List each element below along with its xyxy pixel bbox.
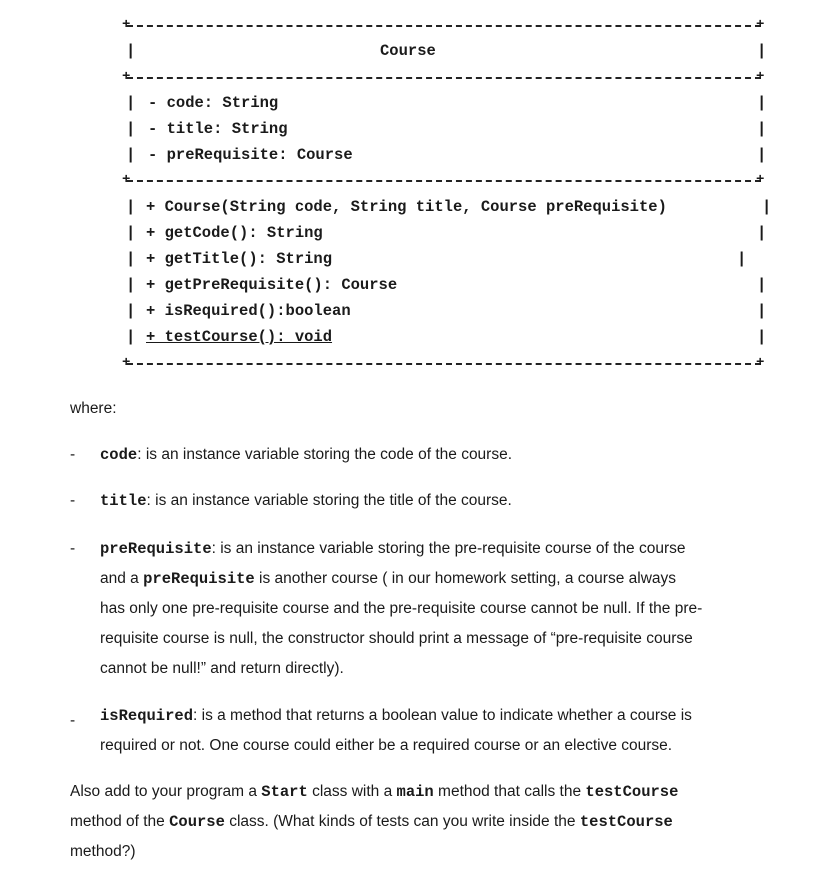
- term-testcourse: testCourse: [579, 813, 673, 831]
- bullet-dash: -: [70, 492, 76, 509]
- uml-attribute-prerequisite: - preRequisite: Course: [148, 146, 353, 164]
- bullet-prerequisite: [100, 534, 780, 684]
- uml-attribute-title: - title: String: [148, 120, 288, 138]
- prereq-line2-pre: and a: [100, 570, 144, 587]
- uml-border-right: |: [757, 94, 767, 112]
- uml-method-getprerequisite: + getPreRequisite(): Course: [146, 276, 398, 294]
- where-label: where:: [70, 400, 117, 417]
- uml-corner: +: [122, 172, 131, 188]
- bullet-dash: -: [70, 540, 76, 557]
- uml-border-right: |: [757, 302, 767, 320]
- uml-border-right: |: [757, 120, 767, 138]
- uml-border-right: |: [757, 276, 767, 294]
- uml-border-left: |: [126, 302, 136, 320]
- uml-method-constructor: + Course(String code, String title, Course preRequisite): [146, 198, 667, 216]
- term-isrequired: isRequired: [100, 707, 194, 725]
- term-prerequisite-inline: preRequisite: [143, 570, 255, 588]
- bullet-code: [100, 440, 780, 470]
- uml-method-getcode: + getCode(): String: [146, 224, 323, 242]
- prereq-line5: cannot be null!” and return directly).: [100, 660, 344, 677]
- bullet-dash: -: [70, 446, 76, 463]
- bullet-isrequired: [100, 701, 780, 761]
- uml-corner: +: [122, 355, 131, 371]
- uml-border-left: |: [126, 250, 136, 268]
- term-course: Course: [169, 813, 225, 831]
- uml-border-left: |: [126, 120, 136, 138]
- uml-border-right: |: [737, 250, 747, 268]
- uml-border-right: |: [757, 224, 767, 242]
- uml-method-testcourse: + testCourse(): void: [146, 328, 333, 346]
- isrequired-line2: required or not. One course could either be a required course or an elective course.: [100, 737, 673, 754]
- uml-corner: +: [122, 69, 131, 85]
- uml-border-left: |: [126, 276, 136, 294]
- uml-corner: +: [756, 172, 765, 188]
- uml-border-right: |: [757, 42, 767, 60]
- prereq-line4: requisite course is null, the constructor should print a message of “pre-requisite course: [100, 630, 693, 647]
- uml-divider: [127, 77, 761, 79]
- closing-paragraph: [70, 777, 790, 867]
- bullet-title: [100, 486, 780, 516]
- term-title: title: [100, 492, 147, 510]
- closing-text: class with a: [307, 783, 397, 800]
- uml-border-left: |: [126, 42, 136, 60]
- closing-text: method that calls the: [433, 783, 586, 800]
- uml-border-right: |: [757, 146, 767, 164]
- closing-text: method of the: [70, 813, 170, 830]
- uml-corner: +: [756, 69, 765, 85]
- closing-text: class. (What kinds of tests can you write inside the: [224, 813, 580, 830]
- uml-border-top: [127, 25, 761, 27]
- prereq-line1: : is an instance variable storing the pre-requisite course of the course: [211, 540, 686, 557]
- term-code: code: [100, 446, 138, 464]
- uml-border-right: |: [762, 198, 772, 216]
- term-main: main: [396, 783, 434, 801]
- uml-attribute-code: - code: String: [148, 94, 279, 112]
- uml-border-left: |: [126, 146, 136, 164]
- uml-border-left: |: [126, 94, 136, 112]
- prereq-line2-post: is another course ( in our homework setting, a course always: [254, 570, 677, 587]
- uml-border-left: |: [126, 224, 136, 242]
- uml-border-bottom: [127, 363, 761, 365]
- uml-corner: +: [122, 17, 131, 33]
- closing-text: Also add to your program a: [70, 783, 262, 800]
- uml-border-right: |: [757, 328, 767, 346]
- term-prerequisite: preRequisite: [100, 540, 212, 558]
- uml-border-left: |: [126, 198, 136, 216]
- closing-text: method?): [70, 843, 136, 860]
- prereq-line3: has only one pre-requisite course and the pre-requisite course cannot be null. If the pre-: [100, 600, 703, 617]
- uml-method-gettitle: + getTitle(): String: [146, 250, 333, 268]
- uml-border-left: |: [126, 328, 136, 346]
- bullet-dash: -: [70, 712, 76, 729]
- term-start: Start: [261, 783, 308, 801]
- uml-divider: [127, 180, 761, 182]
- term-testcourse: testCourse: [585, 783, 679, 801]
- bullet-title-text: : is an instance variable storing the title of the course.: [146, 492, 512, 509]
- uml-method-isrequired: + isRequired():boolean: [146, 302, 351, 320]
- uml-class-name: Course: [380, 42, 436, 60]
- bullet-code-text: : is an instance variable storing the code of the course.: [137, 446, 513, 463]
- isrequired-line1: : is a method that returns a boolean value to indicate whether a course is: [193, 707, 692, 724]
- uml-corner: +: [756, 355, 765, 371]
- uml-corner: +: [756, 17, 765, 33]
